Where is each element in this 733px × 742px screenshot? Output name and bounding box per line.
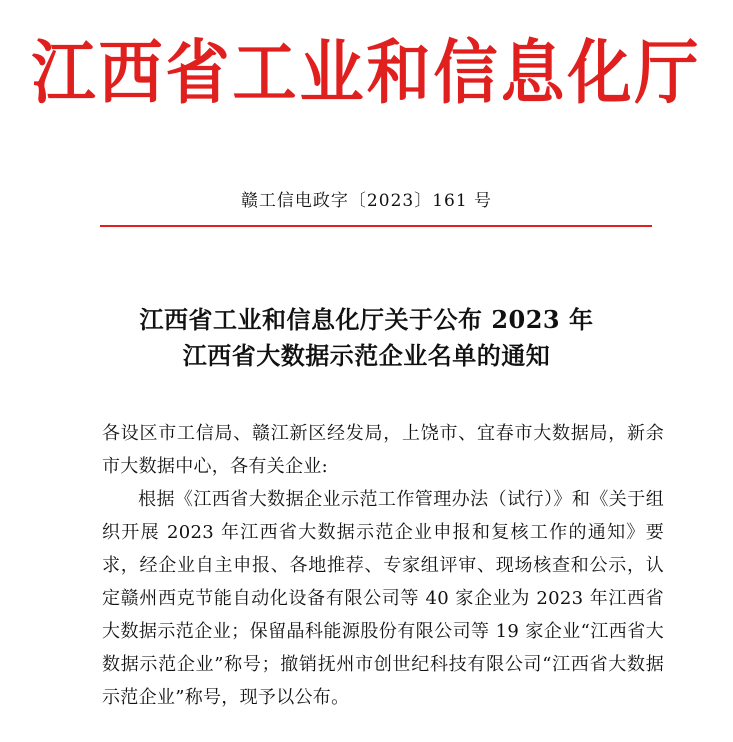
red-divider — [100, 225, 652, 227]
salutation: 各设区市工信局、赣江新区经发局，上饶市、宜春市大数据局，新余市大数据中心，各有关企业: — [102, 423, 664, 477]
document-title — [0, 302, 733, 374]
title-line-2: 江西省大数据示范企业名单的通知 — [182, 341, 551, 370]
title-line-1: 江西省工业和信息化厅关于公布 2023 年 — [139, 305, 594, 334]
document-body — [102, 417, 664, 714]
masthead-title: 江西省工业和信息化厅 — [31, 34, 702, 114]
document-number: 赣工信电政字〔2023〕161 号 — [240, 191, 493, 211]
paragraph: 根据《江西省大数据企业示范工作管理办法（试行）》和《关于组织开展 2023 年江西省大数据示范企业申报和复核工作的通知》要求，经企业自主申报、各地推荐、专家组评审、现场核查和公示，认定赣州西克节能自动化设备有限公司等 40 家企业为 2023 年江西省大数据示范企业；保留晶科能源股份有限公司等 19 家企业“江西省大数据示范企业”称号；撤销抚州市创世纪科技有限公司“江西省大数据示范企业”称号，现予以公布。 — [102, 489, 664, 708]
